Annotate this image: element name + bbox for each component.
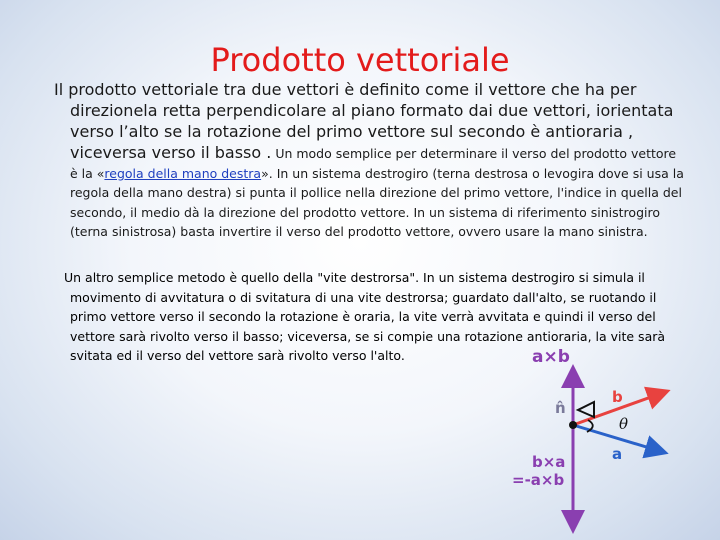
label-a: a [612,445,623,463]
label-b: b [612,388,623,406]
label-theta: θ [619,415,629,433]
right-hand-rule-link[interactable]: regola della mano destra [104,165,262,181]
label-b-cross-a: b×a [532,453,566,471]
right-hand-rule-text: ». In un sistema destrogiro (terna destrosa o levogira dove si usa la regola della mano destra) si punta il pollice nella direzione del primo vettore, l'indice in quella del secondo, il medio dà la direzione del prodotto vettore. In un sistema di riferimento sinistrogiro (terna sinistrosa) basta invertire il verso del prodotto vettore, ovvero usare la mano sinistra. [70,165,684,240]
normal-arrow [578,402,594,417]
definition-text: Il prodotto vettoriale tra due vettori è definito come il vettore che ha per direzionela retta perpendicolare al piano formato dai due vettori, iorientata verso l’alto se la rotazione del primo vettore sul secondo è antioraria , viceversa verso il basso . [54,80,674,162]
origin-point [569,421,577,429]
right-hand-rule-intro: Un modo semplice per determinare il verso del prodotto vettore è la « [70,146,677,181]
slide-title: Prodotto vettoriale [210,41,510,79]
screw-rule-text: Un altro semplice metodo è quello della "vite destrorsa". In un sistema destrogiro si simula il movimento di avvitatura o di svitatura di una vite destrorsa; guardato dall'alto, se ruotando il primo vettore verso il secondo la rotazione è oraria, la vite verrà avvitata e quindi il verso del vettore sarà rivolto verso il basso; viceversa, se si compie una rotazione antioraria, la vite sarà svitata ed il verso del vettore sarà rivolto verso l'alto. [64,270,666,364]
paragraph-definition [54,79,686,242]
label-minus-a-cross-b: =-a×b [512,471,565,489]
label-n-hat: n̂ [555,399,566,417]
cross-product-diagram [500,340,700,540]
label-a-cross-b: a×b [532,347,570,367]
